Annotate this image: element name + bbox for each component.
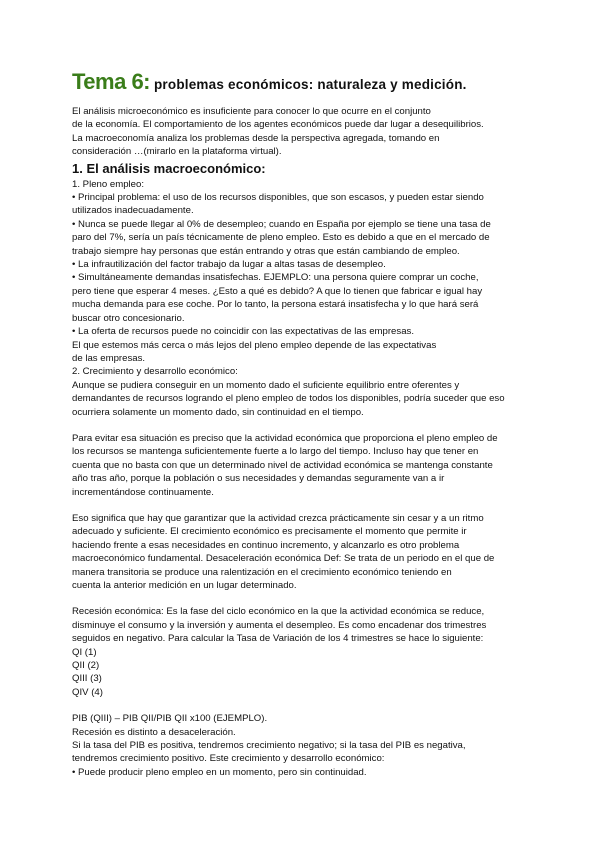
text-line: cuenta la anterior medición en un lugar determinado. [72, 580, 297, 591]
text-line: consideración …(mirarlo en la plataforma virtual). [72, 146, 282, 158]
title-topic-name: problemas económicos: naturaleza y medición. [150, 77, 467, 92]
text-line: adecuado y suficiente. El crecimiento económico es precisamente el momento que permite ir [72, 526, 467, 538]
text-line: El análisis microeconómico es insuficiente para conocer lo que ocurre en el conjunto [72, 106, 431, 117]
text-line: trabajo siempre hay personas que están entrando y otras que están cambiando de empleo. [72, 245, 460, 257]
quarter-item: QII (2) [72, 660, 100, 672]
text-line: • Principal problema: el uso de los recursos disponibles, que son escasos, y pueden estar siendo [72, 192, 484, 204]
text-line: haciendo frente a esas necesidades en continuo incremento, y alcanzarlo es otro problema [72, 539, 460, 551]
text-line: 1. Pleno empleo: [72, 178, 144, 190]
quarter-item: QI (1) [72, 646, 97, 658]
text-line: buscar otro concesionario. [72, 312, 185, 324]
document-page [72, 70, 532, 779]
paragraph-spacer [72, 419, 532, 432]
text-line: paro del 7%, sería un país técnicamente de pleno empleo. Esto es debido a que en el mercado de [72, 232, 490, 244]
text-line: ocurriera solamente un momento dado, sin continuidad en el tiempo. [72, 406, 364, 418]
text-line: disminuye el consumo y la inversión y aumenta el desempleo. Es como encadenar dos trimestres [72, 619, 487, 631]
text-line: • La oferta de recursos puede no coincidir con las expectativas de las empresas. [72, 326, 414, 338]
text-line: tendremos crecimiento positivo. Este crecimiento y desarrollo económico: [72, 753, 385, 765]
text-line: utilizados inadecuadamente. [72, 205, 194, 217]
text-line: El que estemos más cerca o más lejos del pleno empleo depende de las expectativas [72, 339, 437, 351]
text-line: año tras año, porque la población o sus necesidades y demandas seguramente van a ir [72, 473, 445, 485]
text-line: mucha demanda para ese coche. Por lo tanto, la persona estará insatisfecha y lo que hará será [72, 299, 479, 311]
formula-line: PIB (QIII) – PIB QII/PIB QII x100 (EJEMPLO). [72, 713, 268, 725]
section-heading: 1. El análisis macroeconómico: [72, 160, 266, 176]
text-line: Eso significa que hay que garantizar que la actividad crezca prácticamente sin cesar y a un ritmo [72, 512, 484, 524]
text-line: incrementándose continuamente. [72, 486, 214, 498]
text-line: cuenta que no basta con que un determinado nivel de actividad económica se mantenga constante [72, 459, 493, 471]
text-line: Si la tasa del PIB es positiva, tendremos crecimiento negativo; si la tasa del PIB es negativa, [72, 740, 466, 752]
text-line: Recesión económica: Es la fase del ciclo económico en la que la actividad económica se reduce, [72, 606, 485, 618]
section-1-body [72, 178, 532, 419]
text-line: seguidos en negativo. Para calcular la Tasa de Variación de los 4 trimestres se hace lo siguiente: [72, 633, 484, 645]
intro-paragraph [72, 105, 532, 159]
text-line: 2. Crecimiento y desarrollo económico: [72, 366, 238, 378]
text-line: La macroeconomía analiza los problemas desde la perspectiva agregada, tomando en [72, 132, 440, 144]
paragraph-spacer [72, 499, 532, 512]
title-topic-number: Tema 6: [72, 69, 151, 94]
quarter-item: QIII (3) [72, 673, 102, 685]
text-line: Para evitar esa situación es preciso que la actividad económica que proporciona el pleno empleo de [72, 432, 498, 444]
paragraph-spacer [72, 592, 532, 605]
text-line: manera transitoria se produce una ralentización en el crecimiento económico teniendo en [72, 566, 452, 578]
text-line: demandantes de recursos logrando el pleno empleo de todos los disponibles, podría suceder que eso [72, 393, 505, 405]
text-line: • La infrautilización del factor trabajo da lugar a altas tasas de desempleo. [72, 259, 386, 271]
text-line: macroeconómico fundamental. Desaceleración económica Def: Se trata de un periodo en el que de [72, 553, 495, 565]
text-line: pero tiene que esperar 4 meses. ¿Esto a qué es debido? A que lo tienen que fabricar e igual hay [72, 285, 483, 297]
para-evitar-paragraph [72, 432, 532, 499]
text-line: • Simultáneamente demandas insatisfechas. EJEMPLO: una persona quiere comprar un coche, [72, 272, 479, 284]
text-line: de las empresas. [72, 352, 146, 364]
pib-paragraph [72, 712, 532, 779]
text-line: Aunque se pudiera conseguir en un momento dado el suficiente equilibrio entre oferentes y [72, 379, 460, 391]
eso-significa-paragraph [72, 512, 532, 592]
text-line: Recesión es distinto a desaceleración. [72, 726, 236, 738]
recesion-paragraph [72, 605, 532, 699]
text-line: • Nunca se puede llegar al 0% de desempleo; cuando en España por ejemplo se tiene una tasa de [72, 218, 491, 230]
text-line: • Puede producir pleno empleo en un momento, pero sin continuidad. [72, 766, 367, 778]
page-title [72, 70, 532, 97]
text-line: los recursos se mantenga suficientemente fuerte a lo largo del tiempo. Incluso hay que tener en [72, 446, 479, 458]
text-line: de la economía. El comportamiento de los agentes económicos puede dar lugar a desequilibrios. [72, 119, 484, 131]
paragraph-spacer [72, 699, 532, 712]
quarter-item: QIV (4) [72, 686, 103, 698]
